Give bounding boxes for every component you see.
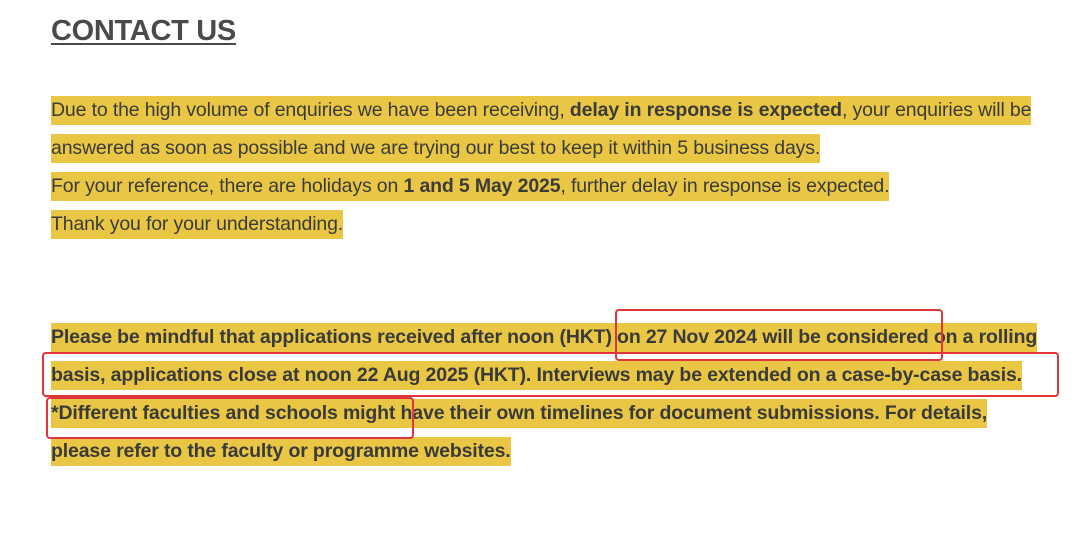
application-deadline-notice bbox=[51, 318, 1046, 470]
notice-line-2 bbox=[51, 172, 889, 201]
notice-bold-text: delay in response is expected bbox=[569, 99, 842, 121]
holiday-text: , further delay in response is expected. bbox=[560, 175, 890, 197]
holiday-text: For your reference, there are holidays on bbox=[51, 175, 404, 197]
page-title: CONTACT US bbox=[51, 15, 236, 47]
holiday-dates: 1 and 5 May 2025 bbox=[403, 175, 561, 197]
enquiry-notice bbox=[51, 91, 1041, 243]
notice-text: Due to the high volume of enquiries we have been receiving, bbox=[51, 99, 570, 121]
notice-line-3: Thank you for your understanding. bbox=[51, 210, 343, 239]
notice-text: , your enquiries will be answered as soon as possible and we are trying our best to keep it within 5 business days. bbox=[51, 99, 1032, 159]
application-text: Please be mindful that applications received after noon (HKT) on 27 Nov 2024 will be considered on a rolling basis, applications close at noon 22 Aug 2025 (HKT). Interviews may be extended on a case-by-case basis. *Different faculties and schools might have their own timelines for document submissions. For details, please refer to the faculty or programme websites. bbox=[51, 323, 1037, 466]
notice-line-1 bbox=[51, 96, 1031, 163]
